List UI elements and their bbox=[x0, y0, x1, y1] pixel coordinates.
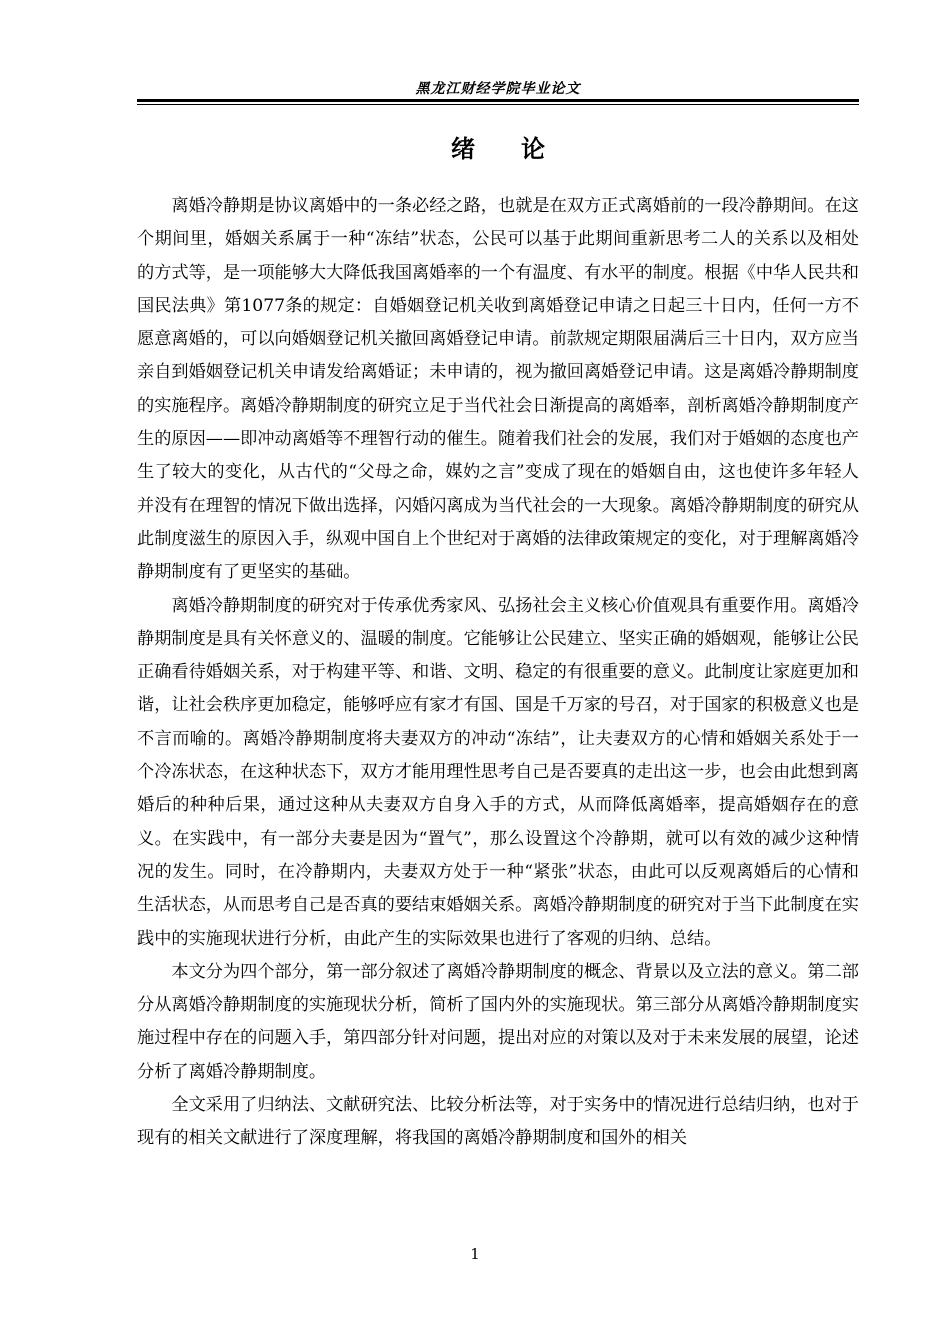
paragraph-1: 离婚冷静期是协议离婚中的一条必经之路，也就是在双方正式离婚前的一段冷静期间。在这个期间里，婚姻关系属于一种“冻结”状态，公民可以基于此期间重新思考二人的关系以及相处的方式等，是一项能够大大降低我国离婚率的一个有温度、有水平的制度。根据《中华人民共和国民法典》第1077条的规定：自婚姻登记机关收到离婚登记申请之日起三十日内，任何一方不愿意离婚的，可以向婚姻登记机关撤回离婚登记申请。前款规定期限届满后三十日内，双方应当亲自到婚姻登记机关申请发给离婚证；未申请的，视为撤回离婚登记申请。这是离婚冷静期制度的实施程序。离婚冷静期制度的研究立足于当代社会日渐提高的离婚率，剖析离婚冷静期制度产生的原因——即冲动离婚等不理智行动的催生。随着我们社会的发展，我们对于婚姻的态度也产生了较大的变化，从古代的“父母之命，媒妁之言”变成了现在的婚姻自由，这也使许多年轻人并没有在理智的情况下做出选择，闪婚闪离成为当代社会的一大现象。离婚冷静期制度的研究从此制度滋生的原因入手，纵观中国自上个世纪对于离婚的法律政策规定的变化，对于理解离婚冷静期制度有了更坚实的基础。 bbox=[137, 196, 859, 583]
paragraph-4: 全文采用了归纳法、文献研究法、比较分析法等，对于实务中的情况进行总结归纳，也对于现有的相关文献进行了深度理解，将我国的离婚冷静期制度和国外的相关 bbox=[137, 1095, 859, 1149]
section-title: 绪论 bbox=[451, 134, 591, 163]
paragraph-2: 离婚冷静期制度的研究对于传承优秀家风、弘扬社会主义核心价值观具有重要作用。离婚冷静期制度是具有关怀意义的、温暖的制度。它能够让公民建立、坚实正确的婚姻观，能够让公民正确看待婚姻关系，对于构建平等、和谐、文明、稳定的有很重要的意义。此制度让家庭更加和谐，让社会秩序更加稳定，能够呼应有家才有国、国是千万家的号召，对于国家的积极意义也是不言而喻的。离婚冷静期制度将夫妻双方的冲动“冻结”，让夫妻双方的心情和婚姻关系处于一个冷冻状态，在这种状态下，双方才能用理性思考自己是否要真的走出这一步，也会由此想到离婚后的种种后果，通过这种从夫妻双方自身入手的方式，从而降低离婚率，提高婚姻存在的意义。在实践中，有一部分夫妻是因为“置气”，那么设置这个冷静期，就可以有效的减少这种情况的发生。同时，在冷静期内，夫妻双方处于一种“紧张”状态，由此可以反观离婚后的心情和生活状态，从而思考自己是否真的要结束婚姻关系。离婚冷静期制度的研究对于当下此制度在实践中的实施现状进行分析，由此产生的实际效果也进行了客观的归纳、总结。 bbox=[137, 595, 859, 949]
paragraph-3: 本文分为四个部分，第一部分叙述了离婚冷静期制度的概念、背景以及立法的意义。第二部分从离婚冷静期制度的实施现状分析，简析了国内外的实施现状。第三部分从离婚冷静期制度实施过程中存在的问题入手，第四部分针对问题，提出对应的对策以及对于未来发展的展望，论述分析了离婚冷静期制度。 bbox=[137, 961, 859, 1082]
header-double-rule bbox=[137, 99, 859, 105]
page-number: 1 bbox=[470, 1245, 480, 1263]
running-header: 黑龙江财经学院毕业论文 bbox=[415, 81, 581, 97]
body-text bbox=[137, 190, 859, 1156]
